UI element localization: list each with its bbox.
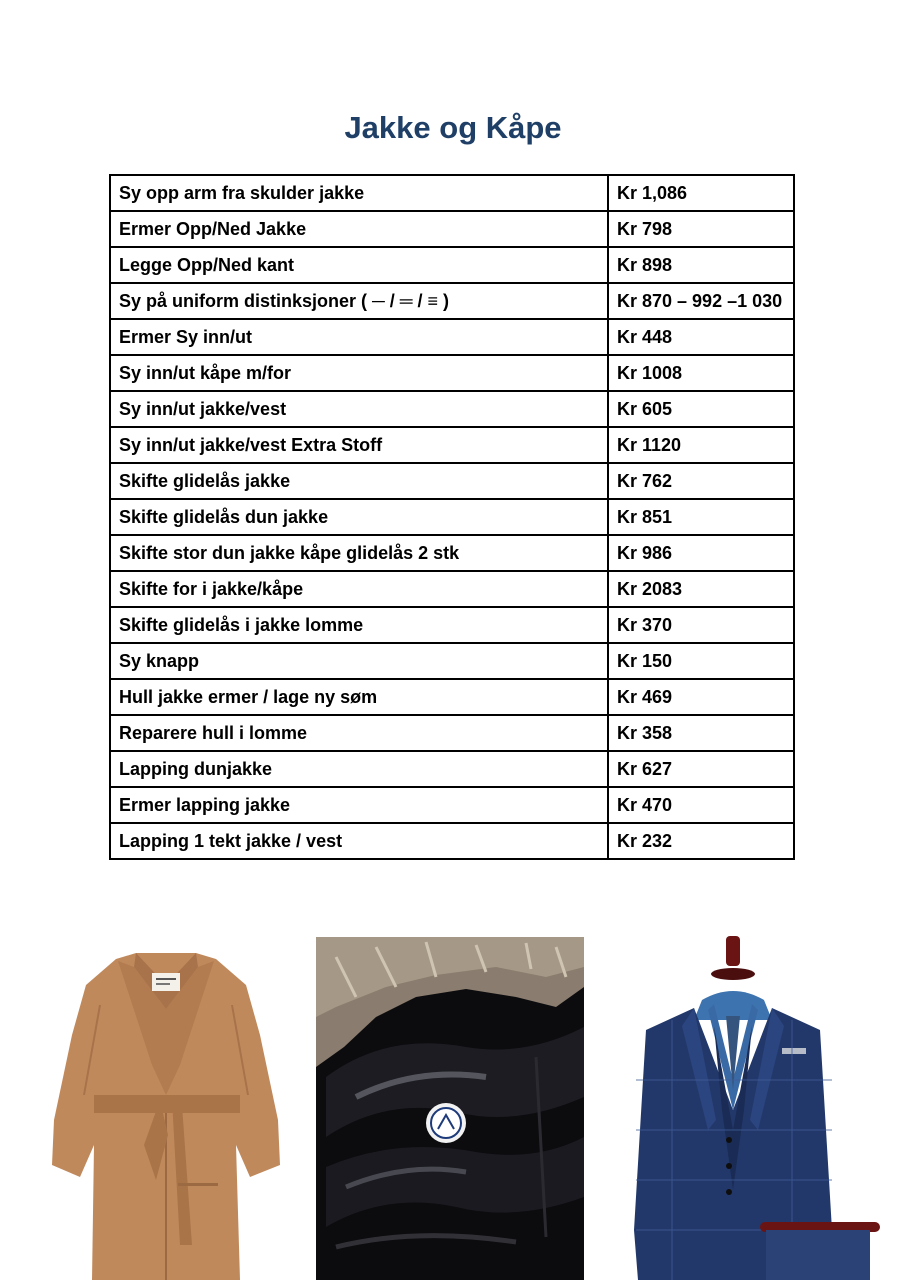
page-title: Jakke og Kåpe (344, 110, 562, 145)
price-cell: Kr 1,086 (608, 175, 794, 211)
table-row (110, 607, 794, 643)
service-cell: Reparere hull i lomme (110, 715, 608, 751)
table-row (110, 211, 794, 247)
price-cell: Kr 2083 (608, 571, 794, 607)
table-row (110, 391, 794, 427)
price-cell: Kr 370 (608, 607, 794, 643)
table-row (110, 823, 794, 859)
service-cell: Sy inn/ut jakke/vest Extra Stoff (110, 427, 608, 463)
table-row (110, 499, 794, 535)
price-cell: Kr 986 (608, 535, 794, 571)
service-cell: Sy inn/ut kåpe m/for (110, 355, 608, 391)
table-row (110, 175, 794, 211)
service-cell: Skifte stor dun jakke kåpe glidelås 2 stk (110, 535, 608, 571)
service-cell: Lapping dunjakke (110, 751, 608, 787)
camel-coat-image (48, 945, 284, 1280)
price-cell: Kr 469 (608, 679, 794, 715)
table-row (110, 751, 794, 787)
service-cell: Sy opp arm fra skulder jakke (110, 175, 608, 211)
table-row (110, 787, 794, 823)
table-row (110, 463, 794, 499)
service-cell: Hull jakke ermer / lage ny søm (110, 679, 608, 715)
service-cell: Sy knapp (110, 643, 608, 679)
service-cell: Lapping 1 tekt jakke / vest (110, 823, 608, 859)
table-row (110, 427, 794, 463)
service-cell: Ermer lapping jakke (110, 787, 608, 823)
black-down-jacket-image (316, 937, 584, 1280)
price-cell: Kr 232 (608, 823, 794, 859)
price-cell: Kr 470 (608, 787, 794, 823)
table-row (110, 247, 794, 283)
price-cell: Kr 1120 (608, 427, 794, 463)
blue-suit-image (632, 930, 882, 1280)
price-cell: Kr 898 (608, 247, 794, 283)
service-cell: Ermer Opp/Ned Jakke (110, 211, 608, 247)
table-row (110, 319, 794, 355)
table-row (110, 355, 794, 391)
service-cell: Ermer Sy inn/ut (110, 319, 608, 355)
price-cell: Kr 798 (608, 211, 794, 247)
price-cell: Kr 150 (608, 643, 794, 679)
price-cell: Kr 358 (608, 715, 794, 751)
service-cell: Skifte glidelås i jakke lomme (110, 607, 608, 643)
service-cell: Skifte glidelås dun jakke (110, 499, 608, 535)
price-cell: Kr 627 (608, 751, 794, 787)
table-row (110, 535, 794, 571)
table-row (110, 643, 794, 679)
service-cell: Skifte for i jakke/kåpe (110, 571, 608, 607)
price-cell: Kr 448 (608, 319, 794, 355)
service-cell: Sy på uniform distinksjoner ( ─ / ═ / ≡ ) (110, 283, 608, 319)
price-cell: Kr 762 (608, 463, 794, 499)
table-row (110, 679, 794, 715)
service-cell: Skifte glidelås jakke (110, 463, 608, 499)
price-table (109, 174, 795, 860)
table-row (110, 283, 794, 319)
service-cell: Sy inn/ut jakke/vest (110, 391, 608, 427)
table-row (110, 715, 794, 751)
service-cell: Legge Opp/Ned kant (110, 247, 608, 283)
price-cell: Kr 1008 (608, 355, 794, 391)
price-cell: Kr 851 (608, 499, 794, 535)
price-cell: Kr 605 (608, 391, 794, 427)
price-cell: Kr 870 – 992 –1 030 (608, 283, 794, 319)
table-row (110, 571, 794, 607)
